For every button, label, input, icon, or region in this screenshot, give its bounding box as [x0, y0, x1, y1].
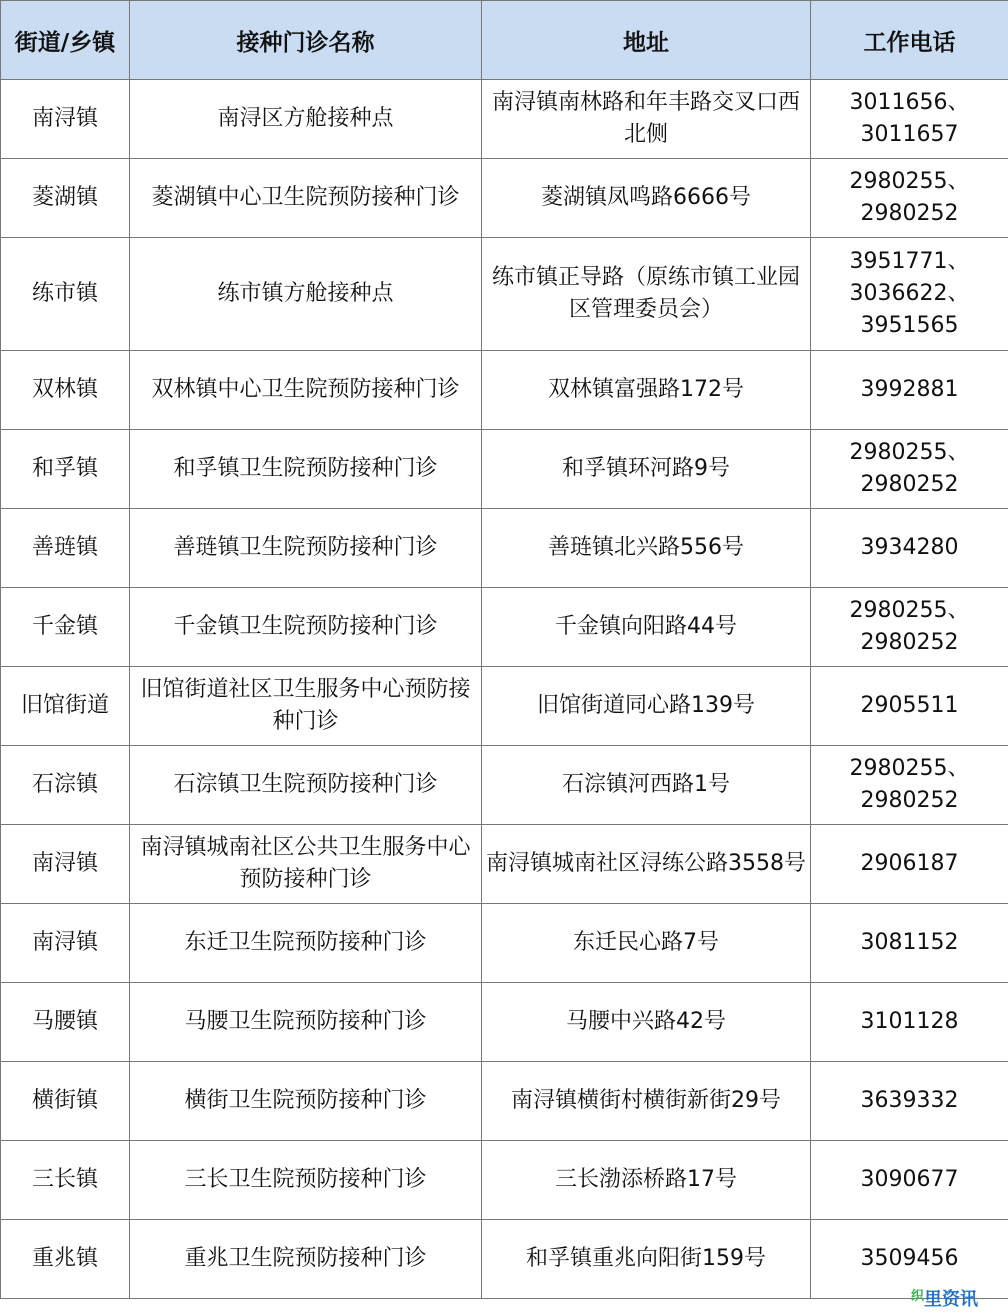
- cell-phone: [811, 667, 1008, 746]
- phone-list: [850, 87, 970, 151]
- table-row: [1, 509, 1008, 588]
- phone-number: 3011657: [860, 122, 959, 147]
- table-row: [1, 983, 1008, 1062]
- cell-phone: [811, 159, 1008, 238]
- phone-list: [850, 595, 970, 659]
- table-row: [1, 1141, 1008, 1220]
- watermark-dot: 织: [910, 1289, 924, 1304]
- table-row: [1, 904, 1008, 983]
- phone-number: 2980255、: [849, 440, 970, 465]
- table-row: [1, 1220, 1008, 1299]
- phone-number: 3992881: [860, 377, 959, 402]
- cell-address: 东迁民心路7号: [482, 904, 811, 983]
- phone-list: [861, 1006, 959, 1038]
- phone-number: 3509456: [860, 1246, 959, 1271]
- cell-address: 旧馆街道同心路139号: [482, 667, 811, 746]
- cell-address: 石淙镇河西路1号: [482, 746, 811, 825]
- cell-town: 双林镇: [1, 351, 130, 430]
- phone-number: 3951565: [860, 313, 959, 338]
- cell-clinic-name: 旧馆街道社区卫生服务中心预防接种门诊: [130, 667, 482, 746]
- phone-list: [861, 1164, 959, 1196]
- cell-phone: [811, 746, 1008, 825]
- header-town: 街道/乡镇: [1, 1, 130, 80]
- table-row: [1, 430, 1008, 509]
- phone-number: 3951771、: [849, 249, 970, 274]
- phone-list: [850, 437, 970, 501]
- cell-town: 千金镇: [1, 588, 130, 667]
- cell-address: 和孚镇重兆向阳街159号: [482, 1220, 811, 1299]
- header-clinic-name: 接种门诊名称: [130, 1, 482, 80]
- phone-number: 2980252: [860, 472, 959, 497]
- cell-clinic-name: 练市镇方舱接种点: [130, 238, 482, 351]
- phone-list: [861, 1243, 959, 1275]
- cell-town: 练市镇: [1, 238, 130, 351]
- phone-number: 3101128: [860, 1009, 959, 1034]
- phone-number: 2980252: [860, 201, 959, 226]
- cell-clinic-name: 和孚镇卫生院预防接种门诊: [130, 430, 482, 509]
- cell-phone: [811, 825, 1008, 904]
- cell-town: 三长镇: [1, 1141, 130, 1220]
- cell-address: 南浔镇横街村横街新街29号: [482, 1062, 811, 1141]
- cell-phone: [811, 983, 1008, 1062]
- table-row: [1, 1062, 1008, 1141]
- table-row: [1, 238, 1008, 351]
- cell-town: 马腰镇: [1, 983, 130, 1062]
- cell-address: 善琏镇北兴路556号: [482, 509, 811, 588]
- cell-address: 千金镇向阳路44号: [482, 588, 811, 667]
- cell-phone: [811, 1141, 1008, 1220]
- table-row: [1, 80, 1008, 159]
- table-row: [1, 588, 1008, 667]
- cell-town: 重兆镇: [1, 1220, 130, 1299]
- table-row: [1, 351, 1008, 430]
- cell-phone: [811, 904, 1008, 983]
- phone-number: 3081152: [860, 930, 959, 955]
- cell-clinic-name: 横街卫生院预防接种门诊: [130, 1062, 482, 1141]
- phone-number: 2980255、: [849, 598, 970, 623]
- cell-phone: [811, 238, 1008, 351]
- cell-clinic-name: 东迁卫生院预防接种门诊: [130, 904, 482, 983]
- phone-list: [850, 753, 970, 817]
- phone-list: [850, 246, 970, 342]
- phone-number: 3090677: [860, 1167, 959, 1192]
- cell-address: 马腰中兴路42号: [482, 983, 811, 1062]
- phone-list: [861, 1085, 959, 1117]
- phone-list: [861, 690, 959, 722]
- cell-clinic-name: 菱湖镇中心卫生院预防接种门诊: [130, 159, 482, 238]
- table-row: [1, 746, 1008, 825]
- watermark: [911, 1285, 978, 1311]
- cell-address: 三长渤添桥路17号: [482, 1141, 811, 1220]
- phone-number: 2980252: [860, 630, 959, 655]
- cell-clinic-name: 南浔区方舱接种点: [130, 80, 482, 159]
- cell-town: 善琏镇: [1, 509, 130, 588]
- cell-clinic-name: 千金镇卫生院预防接种门诊: [130, 588, 482, 667]
- cell-phone: [811, 1220, 1008, 1299]
- phone-list: [861, 927, 959, 959]
- cell-address: 南浔镇城南社区浔练公路3558号: [482, 825, 811, 904]
- table-header-row: [1, 1, 1008, 80]
- cell-clinic-name: 石淙镇卫生院预防接种门诊: [130, 746, 482, 825]
- cell-address: 南浔镇南林路和年丰路交叉口西北侧: [482, 80, 811, 159]
- cell-town: 菱湖镇: [1, 159, 130, 238]
- phone-number: 2906187: [860, 851, 959, 876]
- phone-number: 2980255、: [849, 756, 970, 781]
- cell-town: 和孚镇: [1, 430, 130, 509]
- cell-phone: [811, 430, 1008, 509]
- table-row: [1, 825, 1008, 904]
- table-row: [1, 667, 1008, 746]
- cell-town: 南浔镇: [1, 825, 130, 904]
- cell-phone: [811, 1062, 1008, 1141]
- phone-number: 2980252: [860, 788, 959, 813]
- cell-phone: [811, 351, 1008, 430]
- cell-address: 练市镇正导路（原练市镇工业园区管理委员会）: [482, 238, 811, 351]
- phone-number: 2905511: [860, 693, 959, 718]
- cell-phone: [811, 509, 1008, 588]
- phone-list: [861, 374, 959, 406]
- phone-number: 2980255、: [849, 169, 970, 194]
- cell-clinic-name: 三长卫生院预防接种门诊: [130, 1141, 482, 1220]
- cell-phone: [811, 588, 1008, 667]
- cell-clinic-name: 善琏镇卫生院预防接种门诊: [130, 509, 482, 588]
- cell-address: 和孚镇环河路9号: [482, 430, 811, 509]
- phone-number: 3934280: [860, 535, 959, 560]
- phone-number: 3011656、: [849, 90, 970, 115]
- cell-town: 旧馆街道: [1, 667, 130, 746]
- cell-clinic-name: 双林镇中心卫生院预防接种门诊: [130, 351, 482, 430]
- phone-list: [850, 166, 970, 230]
- table-row: [1, 159, 1008, 238]
- watermark-text: 里资讯: [924, 1289, 978, 1310]
- cell-town: 石淙镇: [1, 746, 130, 825]
- cell-clinic-name: 马腰卫生院预防接种门诊: [130, 983, 482, 1062]
- phone-list: [861, 848, 959, 880]
- phone-number: 3036622、: [849, 281, 970, 306]
- cell-address: 菱湖镇凤鸣路6666号: [482, 159, 811, 238]
- header-phone: 工作电话: [811, 1, 1008, 80]
- phone-number: 3639332: [860, 1088, 959, 1113]
- cell-town: 横街镇: [1, 1062, 130, 1141]
- cell-town: 南浔镇: [1, 80, 130, 159]
- cell-phone: [811, 80, 1008, 159]
- cell-clinic-name: 重兆卫生院预防接种门诊: [130, 1220, 482, 1299]
- header-address: 地址: [482, 1, 811, 80]
- cell-clinic-name: 南浔镇城南社区公共卫生服务中心预防接种门诊: [130, 825, 482, 904]
- phone-list: [861, 532, 959, 564]
- table-body: [1, 80, 1008, 1299]
- cell-town: 南浔镇: [1, 904, 130, 983]
- cell-address: 双林镇富强路172号: [482, 351, 811, 430]
